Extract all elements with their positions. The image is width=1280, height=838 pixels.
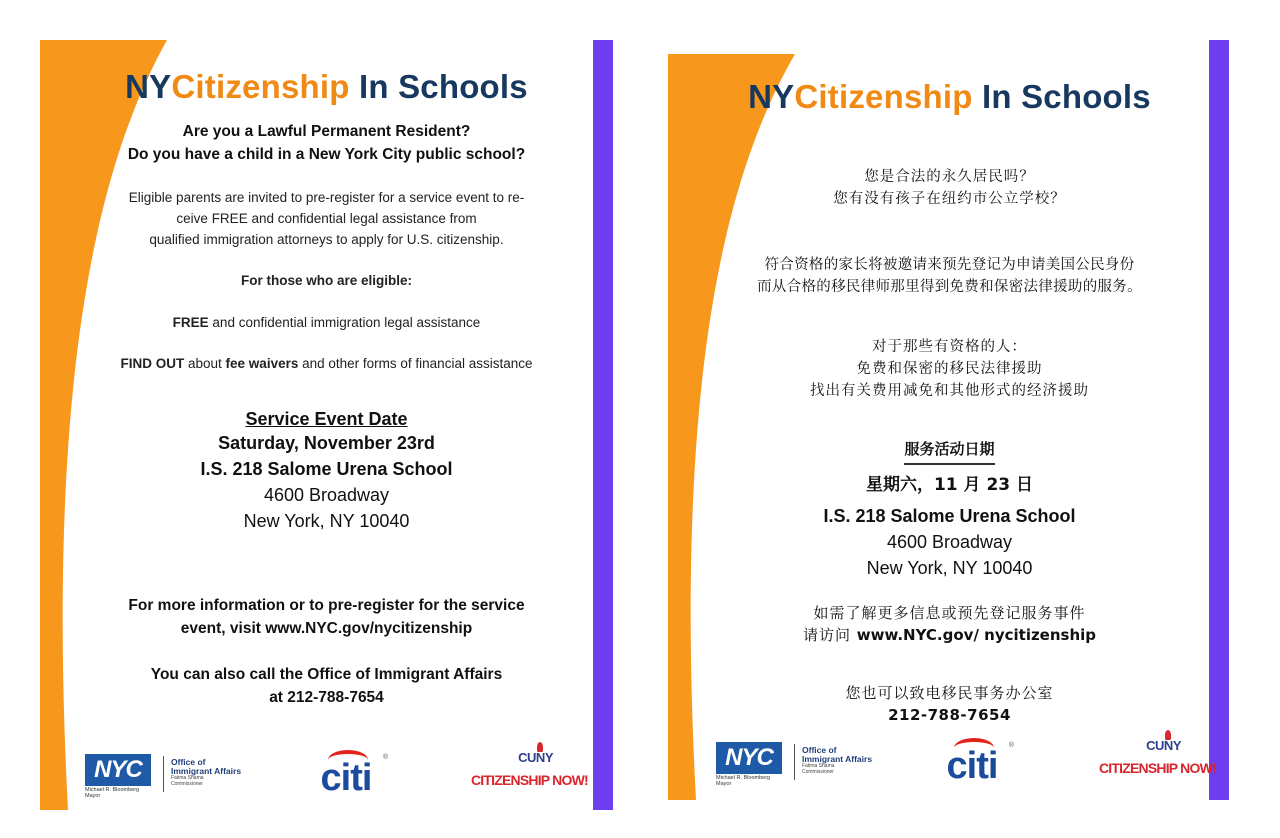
info-line: 请访问 www.NYC.gov/ nycitizenship (802, 626, 1097, 644)
citi-registered: ® (382, 754, 388, 761)
flyer-chinese (668, 40, 1241, 800)
title-ny: NY (748, 78, 795, 115)
event-street: 4600 Broadway (886, 532, 1013, 552)
event-school: I.S. 218 Salome Urena School (200, 459, 453, 479)
oia-logo: Office of Immigrant Affairs Fatima Shama Commissioner (171, 757, 242, 787)
benefit-text: about (184, 356, 226, 371)
cuny-citizenship-now-logo (471, 742, 588, 800)
flyer-content (698, 40, 1201, 800)
benefit-legal-assistance (70, 312, 583, 333)
nyc-oia-logo (716, 742, 906, 790)
more-info (70, 594, 583, 640)
event-city: New York, NY 10040 (866, 558, 1033, 578)
benefits-section (698, 336, 1201, 402)
flyer-title (698, 78, 1201, 116)
nyc-logo-caption: Michael R. Bloomberg Mayor (85, 787, 140, 799)
event-date: 星期六，11 月 23 日 (865, 475, 1034, 495)
oia-logo: Office of Immigrant Affairs Fatima Shama Commissioner (802, 745, 873, 775)
event-street: 4600 Broadway (263, 485, 390, 505)
question-lpr: Are you a Lawful Permanent Resident? (182, 123, 471, 140)
info-line: event, visit www.NYC.gov/nycitizenship (180, 620, 473, 637)
more-info (698, 602, 1201, 646)
event-school: I.S. 218 Salome Urena School (823, 506, 1076, 526)
call-info (70, 663, 583, 709)
info-url: www.NYC.gov/ nycitizenship (856, 626, 1097, 644)
event-label: 服务活动日期 (904, 438, 994, 465)
flyer-english (40, 40, 613, 810)
title-citizenship: Citizenship (171, 68, 350, 105)
nyc-logo-caption: Michael R. Bloomberg Mayor (716, 775, 771, 787)
cuny-wordmark: CUNY (1146, 738, 1181, 753)
eligibility-questions (70, 120, 583, 166)
title-citizenship: Citizenship (794, 78, 973, 115)
service-event-section (698, 438, 1201, 581)
citi-wordmark: citi (946, 745, 998, 787)
eligible-heading: 对于那些有资格的人： (872, 339, 1027, 355)
intro-line: 符合资格的家长将被邀请来预先登记为申请美国公民身份 (764, 257, 1135, 273)
citi-logo (308, 748, 388, 799)
call-info (698, 682, 1201, 726)
citi-wordmark: citi (320, 757, 372, 799)
cuny-wordmark: CUNY (518, 750, 553, 765)
intro-line: qualified immigration attorneys to apply for U.S. citizenship. (149, 232, 504, 247)
citizenship-now-wordmark: CITIZENSHIP NOW! (1099, 760, 1216, 776)
call-line: 您也可以致电移民事务办公室 (845, 684, 1054, 702)
intro-line: Eligible parents are invited to pre-register for a service event to re- (128, 190, 525, 205)
eligibility-questions (698, 166, 1201, 210)
intro-line: ceive FREE and confidential legal assistance from (176, 211, 477, 226)
call-line: You can also call the Office of Immigrant Affairs (150, 666, 503, 683)
nyc-oia-logo (85, 754, 275, 802)
benefit-fee-waivers (70, 353, 583, 374)
info-line: 如需了解更多信息或预先登记服务事件 (813, 604, 1086, 622)
benefit-bold: fee waivers (225, 356, 299, 371)
info-line: For more information or to pre-register for the service (128, 597, 525, 614)
citi-logo (934, 736, 1014, 787)
purple-side-bar (1209, 40, 1229, 800)
logo-divider (163, 756, 164, 792)
purple-side-bar (593, 40, 613, 810)
sponsor-logos (40, 742, 613, 802)
event-label: Service Event Date (245, 409, 408, 429)
service-event-section (70, 409, 583, 534)
citi-registered: ® (1008, 742, 1014, 749)
nyc-logo: NYC (85, 754, 151, 786)
nyc-logo: NYC (716, 742, 782, 774)
event-city: New York, NY 10040 (243, 511, 410, 531)
benefit-text: and other forms of financial assistance (298, 356, 533, 371)
phone-number: at 212-788-7654 (269, 689, 384, 706)
title-ny: NY (125, 68, 172, 105)
question-child: Do you have a child in a New York City public school? (127, 146, 526, 163)
flyer-title (70, 68, 583, 106)
intro-line: 而从合格的移民律师那里得到免费和保密法律援助的服务。 (757, 279, 1142, 295)
eligible-heading: For those who are eligible: (240, 273, 413, 288)
title-in-schools: In Schools (358, 68, 528, 105)
question-lpr: 您是合法的永久居民吗？ (864, 169, 1035, 185)
event-date: Saturday, November 23rd (218, 433, 435, 453)
sponsor-logos (668, 730, 1241, 790)
citizenship-now-wordmark: CITIZENSHIP NOW! (471, 772, 588, 788)
logo-divider (794, 744, 795, 780)
benefit-bold: FREE (172, 315, 209, 330)
benefit-bold: FIND OUT (120, 356, 185, 371)
benefit-text: and confidential immigration legal assistance (208, 315, 481, 330)
intro-paragraph (70, 187, 583, 250)
phone-number: 212-788-7654 (888, 706, 1011, 724)
cuny-citizenship-now-logo (1099, 730, 1216, 788)
title-in-schools: In Schools (981, 78, 1151, 115)
intro-paragraph (698, 254, 1201, 298)
question-child: 您有没有孩子在纽约市公立学校？ (833, 191, 1066, 207)
flyer-content (70, 40, 588, 810)
benefit-legal-assistance: 免费和保密的移民法律援助 (856, 361, 1043, 377)
benefit-fee-waivers: 找出有关费用减免和其他形式的经济援助 (810, 383, 1089, 399)
